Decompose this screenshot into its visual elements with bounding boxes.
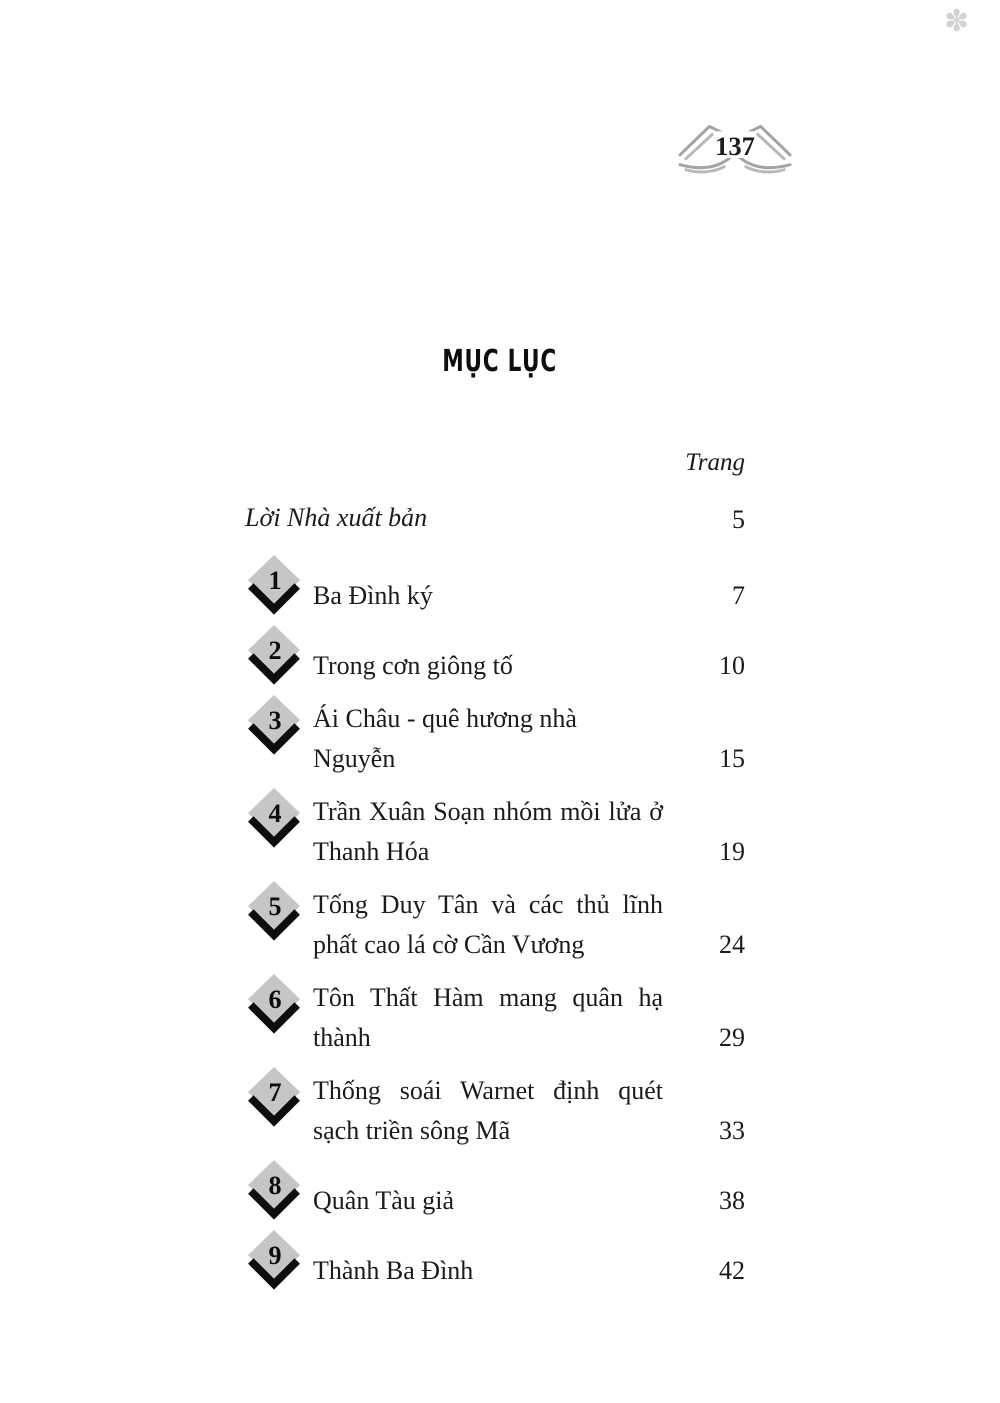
toc-entry <box>245 787 745 872</box>
entry-page-number: 29 <box>719 1023 745 1052</box>
entry-title-line: Trần Xuân Soạn nhóm mồi lửa ở <box>313 797 663 826</box>
page-title <box>0 344 1000 380</box>
toc-entry <box>245 1159 745 1221</box>
entry-title-line: phất cao lá cờ Cần Vương <box>313 930 585 959</box>
svg-text:8: 8 <box>268 1170 282 1200</box>
entry-title-line: Ái Châu - quê hương nhà Nguyễn <box>313 704 577 773</box>
entry-title-line: Thống soái Warnet định quét <box>313 1076 663 1105</box>
entry-page-number: 42 <box>719 1256 745 1285</box>
page-column-header: Trang <box>685 449 745 476</box>
chapter-number-marker-icon <box>245 1066 303 1128</box>
entry-page-number: 7 <box>732 581 745 610</box>
toc-entry <box>245 624 745 686</box>
entry-page-number: 15 <box>719 744 745 773</box>
chapter-number-marker-icon <box>245 973 303 1035</box>
toc-entry <box>245 880 745 965</box>
entry-title <box>313 1071 663 1151</box>
entry-title <box>313 1251 663 1291</box>
svg-text:5: 5 <box>268 891 282 921</box>
svg-text:7: 7 <box>268 1077 282 1107</box>
entry-title <box>313 978 663 1058</box>
badge-page-number: 137 <box>715 130 755 161</box>
entry-title-line: sạch triền sông Mã <box>313 1116 511 1145</box>
entry-title-line: Tống Duy Tân và các thủ lĩnh <box>313 890 663 919</box>
chapter-number-marker-icon <box>245 880 303 942</box>
entry-page-number: 24 <box>719 930 745 959</box>
chapter-number-marker-icon <box>245 624 303 686</box>
svg-text:4: 4 <box>268 798 282 828</box>
svg-text:9: 9 <box>268 1240 282 1270</box>
preface-page-number: 5 <box>732 505 745 534</box>
svg-text:1: 1 <box>268 565 282 595</box>
toc-entry <box>245 1229 745 1291</box>
toc-entry <box>245 1066 745 1151</box>
entry-title-line: Thành Ba Đình <box>313 1256 474 1285</box>
entry-title-line: Quân Tàu giả <box>313 1186 455 1215</box>
entry-title <box>313 885 663 965</box>
entry-page-number: 10 <box>719 651 745 680</box>
entry-title-line: Ba Đình ký <box>313 581 433 610</box>
page-number-badge <box>676 118 794 180</box>
flower-ornament-icon: ✽ <box>944 4 970 39</box>
toc-preface-row <box>245 500 745 540</box>
chapter-number-marker-icon <box>245 787 303 849</box>
entry-page-number: 38 <box>719 1186 745 1215</box>
svg-text:6: 6 <box>268 984 282 1014</box>
entry-title-line: Tôn Thất Hàm mang quân hạ <box>313 983 663 1012</box>
toc-entry <box>245 554 745 616</box>
entry-page-number: 33 <box>719 1116 745 1145</box>
entry-title <box>313 699 663 779</box>
toc-entry <box>245 694 745 779</box>
chapter-number-marker-icon <box>245 694 303 756</box>
entry-title-line: Thanh Hóa <box>313 837 430 866</box>
entry-title <box>313 792 663 872</box>
open-book-icon <box>676 118 794 180</box>
svg-text:3: 3 <box>268 705 282 735</box>
chapter-number-marker-icon <box>245 1229 303 1291</box>
entry-title-line: Trong cơn giông tố <box>313 651 513 680</box>
entry-title-line: thành <box>313 1023 371 1052</box>
entry-title <box>313 646 663 686</box>
chapter-number-marker-icon <box>245 1159 303 1221</box>
table-of-contents <box>245 448 745 1299</box>
chapter-number-marker-icon <box>245 554 303 616</box>
entry-page-number: 19 <box>719 837 745 866</box>
toc-entry <box>245 973 745 1058</box>
entry-title <box>313 1181 663 1221</box>
svg-text:2: 2 <box>268 635 282 665</box>
page-title-text: MỤC LỤC <box>442 344 558 379</box>
preface-label: Lời Nhà xuất bản <box>245 503 428 532</box>
entry-title <box>313 576 663 616</box>
